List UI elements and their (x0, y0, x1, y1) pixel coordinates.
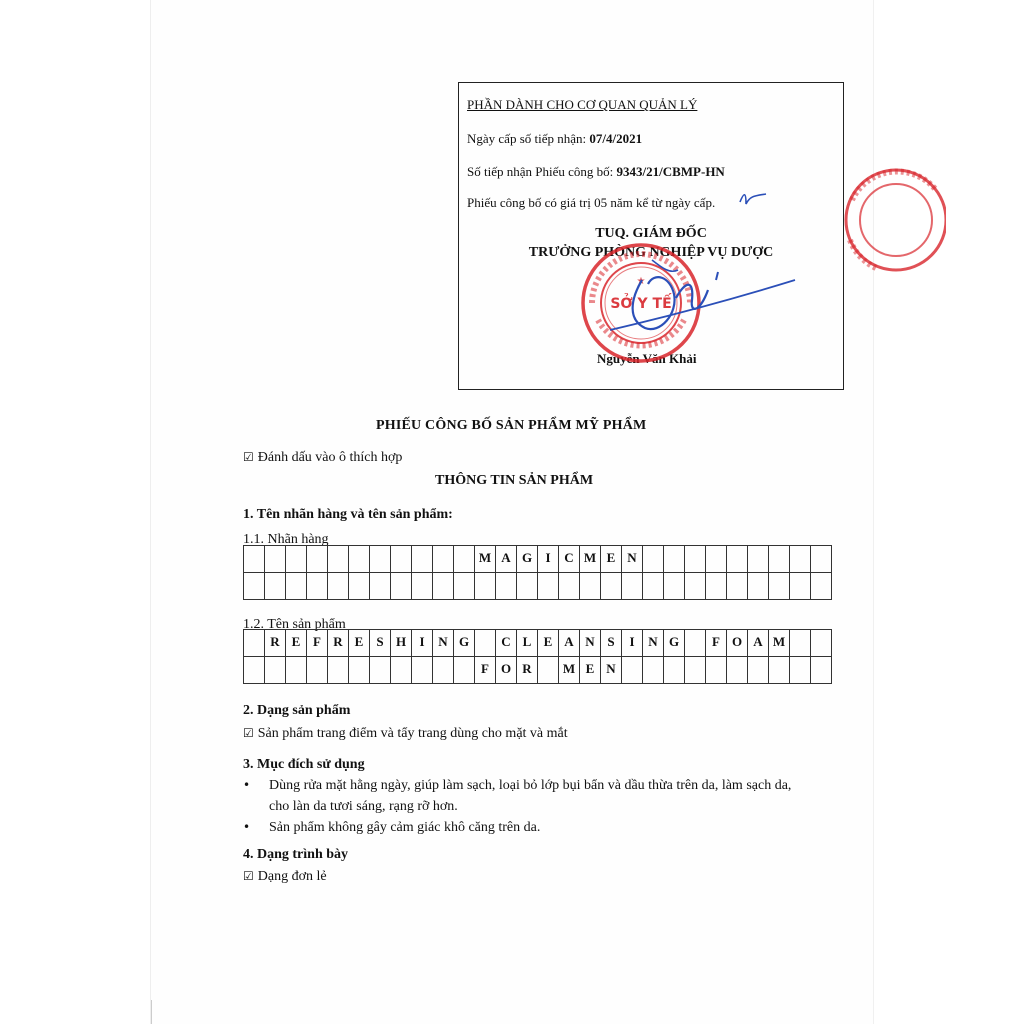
grid-cell (475, 657, 496, 684)
product-name-grid (243, 629, 832, 684)
grid-cell (664, 573, 685, 600)
grid-letter: N (438, 634, 448, 649)
grid-cell (580, 657, 601, 684)
grid-cell (559, 630, 580, 657)
bullet-icon: • (243, 778, 251, 792)
grid-cell (370, 630, 391, 657)
grid-cell (811, 573, 832, 600)
grid-letter: O (731, 634, 743, 649)
grid-cell (349, 546, 370, 573)
grid-cell (685, 546, 706, 573)
grid-letter: N (585, 634, 595, 649)
grid-cell (580, 546, 601, 573)
authority-heading: PHẦN DÀNH CHO CƠ QUAN QUẢN LÝ (467, 97, 698, 112)
grid-cell (748, 630, 769, 657)
grid-letter: N (648, 634, 658, 649)
grid-letter: M (562, 661, 576, 676)
presentation-line: ☑ Dạng đơn lẻ (243, 869, 327, 884)
grid-cell (454, 630, 475, 657)
grid-cell (349, 630, 370, 657)
grid-cell (685, 630, 706, 657)
grid-cell (601, 657, 622, 684)
grid-cell (412, 657, 433, 684)
grid-cell (307, 546, 328, 573)
grid-cell (412, 630, 433, 657)
list-item: • Dùng rửa mặt hằng ngày, giúp làm sạch, loại bỏ lớp bụi bẩn và dầu thừa trên da, làm sạch da, cho làn da tươi sáng, rạng rỡ hơn. (243, 775, 813, 819)
checkbox-icon: ☑ (243, 726, 254, 740)
signer-name: Nguyễn Văn Khải (597, 351, 697, 366)
grid-letter: G (668, 634, 680, 649)
grid-letter: F (481, 661, 489, 676)
grid-cell (748, 573, 769, 600)
grid-cell (748, 546, 769, 573)
grid-cell (391, 657, 412, 684)
grid-cell (391, 630, 412, 657)
instruction-line: ☑ Đánh dấu vào ô thích hợp (243, 450, 403, 465)
grid-cell (538, 657, 559, 684)
grid-cell (538, 546, 559, 573)
grid-cell (433, 573, 454, 600)
grid-cell (769, 573, 790, 600)
grid-cell (727, 657, 748, 684)
grid-letter: C (501, 634, 511, 649)
grid-cell (601, 546, 622, 573)
partial-stamp-icon (836, 160, 946, 300)
grid-cell (706, 630, 727, 657)
grid-cell (454, 657, 475, 684)
grid-cell (769, 546, 790, 573)
grid-letter: I (419, 634, 425, 649)
grid-cell (706, 657, 727, 684)
grid-cell (538, 573, 559, 600)
grid-letter: N (627, 550, 637, 565)
grid-cell (601, 573, 622, 600)
grid-letter: S (376, 634, 384, 649)
grid-cell (517, 573, 538, 600)
grid-letter: L (522, 634, 532, 649)
margin-line (151, 1000, 152, 1024)
grid-cell (265, 657, 286, 684)
signature-icon (590, 250, 800, 340)
grid-letter: E (354, 634, 364, 649)
grid-letter: R (333, 634, 343, 649)
grid-cell (244, 573, 265, 600)
grid-cell (391, 546, 412, 573)
grid-letter: I (629, 634, 635, 649)
grid-cell (286, 630, 307, 657)
signer-title-1: TUQ. GIÁM ĐỐC (595, 226, 707, 241)
grid-cell (622, 630, 643, 657)
brand-label: 1.1. Nhãn hàng (243, 532, 329, 547)
document-title: PHIẾU CÔNG BỐ SẢN PHẨM MỸ PHẨM (376, 418, 647, 433)
grid-cell (664, 546, 685, 573)
grid-cell (559, 573, 580, 600)
grid-cell (286, 657, 307, 684)
svg-text:SỞ Y TẾ: SỞ Y TẾ (610, 296, 672, 312)
grid-cell (496, 630, 517, 657)
grid-letter: R (522, 661, 532, 676)
grid-cell (433, 546, 454, 573)
grid-letter: G (521, 550, 533, 565)
grid-cell (496, 546, 517, 573)
grid-cell (601, 630, 622, 657)
grid-cell (517, 546, 538, 573)
grid-cell (643, 546, 664, 573)
initial-mark-icon (738, 190, 768, 208)
grid-cell (769, 630, 790, 657)
grid-cell (475, 573, 496, 600)
grid-cell (643, 573, 664, 600)
product-type-line: ☑ Sản phẩm trang điểm và tẩy trang dùng cho mặt và mắt (243, 726, 568, 741)
grid-letter: A (753, 634, 763, 649)
issue-date-line: Ngày cấp số tiếp nhận: 07/4/2021 (467, 131, 643, 146)
section-2-heading: 2. Dạng sản phẩm (243, 703, 351, 718)
grid-letter: A (501, 550, 511, 565)
grid-cell (433, 630, 454, 657)
grid-cell (664, 657, 685, 684)
receipt-number-value: 9343/21/CBMP-HN (616, 164, 725, 179)
grid-cell (790, 630, 811, 657)
grid-row (244, 630, 832, 657)
grid-cell (307, 630, 328, 657)
grid-cell (559, 546, 580, 573)
grid-cell (286, 546, 307, 573)
grid-cell (790, 546, 811, 573)
grid-cell (391, 573, 412, 600)
grid-cell (349, 573, 370, 600)
grid-cell (811, 546, 832, 573)
grid-letter: F (313, 634, 321, 649)
grid-letter: M (583, 550, 597, 565)
section-3-heading: 3. Mục đích sử dụng (243, 757, 365, 772)
signer-title-2: TRƯỞNG PHÒNG NGHIỆP VỤ DƯỢC (528, 245, 774, 260)
grid-cell (664, 630, 685, 657)
grid-cell (685, 657, 706, 684)
grid-cell (727, 630, 748, 657)
grid-row (244, 573, 832, 600)
grid-cell (790, 573, 811, 600)
grid-cell (517, 630, 538, 657)
grid-cell (286, 573, 307, 600)
grid-letter: R (270, 634, 280, 649)
bullet-icon: • (243, 820, 251, 834)
grid-cell (580, 630, 601, 657)
grid-letter: F (712, 634, 720, 649)
grid-cell (517, 657, 538, 684)
grid-letter: S (607, 634, 615, 649)
grid-cell (790, 657, 811, 684)
issue-date-value: 07/4/2021 (589, 131, 643, 146)
svg-text:★: ★ (636, 276, 646, 287)
grid-cell (244, 657, 265, 684)
checkbox-icon: ☑ (243, 869, 254, 883)
grid-cell (244, 630, 265, 657)
grid-letter: G (458, 634, 470, 649)
grid-cell (328, 546, 349, 573)
grid-cell (454, 573, 475, 600)
product-label: 1.2. Tên sản phẩm (243, 617, 346, 632)
list-item: • Sản phẩm không gây cảm giác khô căng trên da. (243, 817, 813, 839)
grid-letter: M (478, 550, 492, 565)
grid-cell (811, 657, 832, 684)
section-4-heading: 4. Dạng trình bày (243, 847, 349, 862)
grid-cell (769, 657, 790, 684)
grid-cell (307, 573, 328, 600)
section-1-heading: 1. Tên nhãn hàng và tên sản phẩm: (243, 507, 453, 522)
grid-cell (685, 573, 706, 600)
grid-cell (475, 546, 496, 573)
grid-letter: H (395, 634, 407, 649)
grid-letter: I (545, 550, 551, 565)
grid-letter: E (585, 661, 595, 676)
grid-cell (727, 546, 748, 573)
grid-cell (454, 546, 475, 573)
grid-letter: N (606, 661, 616, 676)
grid-cell (811, 630, 832, 657)
grid-letter: E (543, 634, 553, 649)
grid-cell (265, 546, 286, 573)
grid-cell (706, 573, 727, 600)
grid-cell (706, 546, 727, 573)
section-title: THÔNG TIN SẢN PHẨM (435, 473, 594, 488)
grid-cell (412, 546, 433, 573)
grid-cell (475, 630, 496, 657)
grid-cell (370, 657, 391, 684)
grid-cell (370, 573, 391, 600)
grid-cell (265, 630, 286, 657)
grid-row (244, 546, 832, 573)
grid-letter: M (772, 634, 786, 649)
grid-cell (643, 630, 664, 657)
grid-letter: O (500, 661, 512, 676)
grid-letter: A (564, 634, 574, 649)
grid-cell (433, 657, 454, 684)
grid-letter: E (291, 634, 301, 649)
grid-cell (622, 657, 643, 684)
grid-row (244, 657, 832, 684)
grid-cell (265, 573, 286, 600)
grid-cell (559, 657, 580, 684)
grid-cell (328, 573, 349, 600)
grid-cell (622, 546, 643, 573)
grid-cell (370, 546, 391, 573)
validity-line: Phiếu công bố có giá trị 05 năm kể từ ngày cấp. (467, 195, 716, 210)
grid-cell (307, 657, 328, 684)
grid-cell (496, 573, 517, 600)
receipt-number-line: Số tiếp nhận Phiếu công bố: 9343/21/CBMP-HN (467, 164, 725, 179)
grid-cell (643, 657, 664, 684)
grid-cell (748, 657, 769, 684)
grid-cell (328, 630, 349, 657)
grid-cell (244, 546, 265, 573)
grid-cell (580, 573, 601, 600)
grid-letter: E (606, 550, 616, 565)
grid-cell (412, 573, 433, 600)
grid-cell (727, 573, 748, 600)
brand-name-grid (243, 545, 832, 600)
grid-cell (328, 657, 349, 684)
grid-cell (538, 630, 559, 657)
grid-cell (496, 657, 517, 684)
grid-cell (349, 657, 370, 684)
grid-cell (622, 573, 643, 600)
grid-letter: C (564, 550, 574, 565)
checkbox-icon: ☑ (243, 450, 254, 464)
